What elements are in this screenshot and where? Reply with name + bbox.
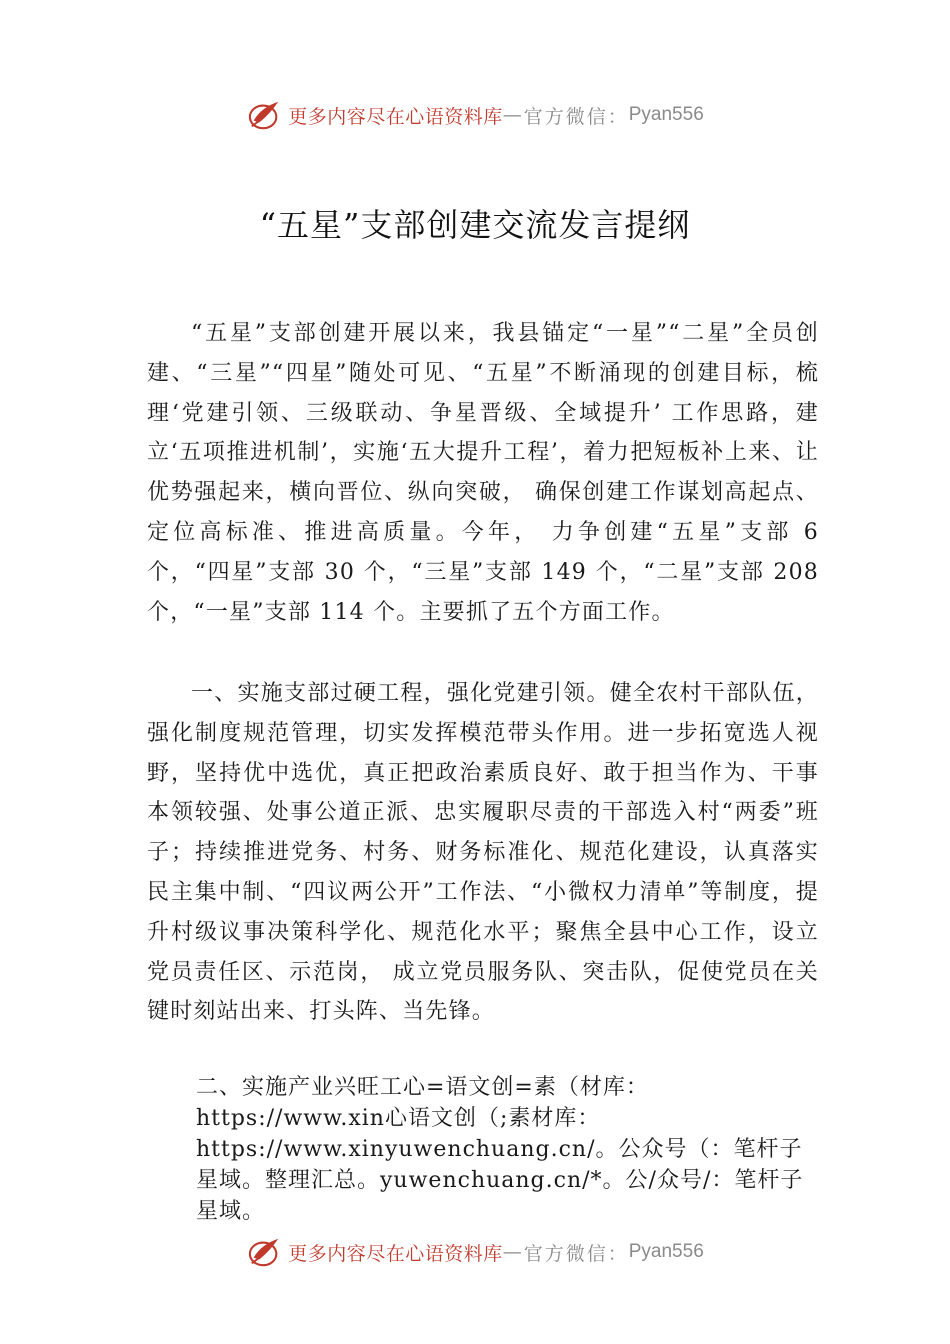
banner-dash: — (502, 104, 524, 126)
footer-banner (0, 1232, 950, 1272)
banner-wechat-id: Pyan556 (628, 1241, 704, 1262)
banner-wechat-label: 官方微信： (523, 1242, 629, 1265)
paragraph-intro (147, 314, 819, 632)
document-title: “五星”支部创建交流发言提纲 (259, 206, 691, 244)
paragraph-section-one (147, 674, 819, 1032)
quill-logo-icon (246, 1235, 284, 1269)
paragraph-text: “五星”支部创建开展以来，我县锚定“一星”“二星”全员创建、“三星”“四星”随处可见、“五星”不断涌现的创建目标，梳理‘党建引领、三级联动、争星晋级、全域提升’ 工作思路，建立‘五项推进机制’，实施‘五大提升工程’，着力把短板补上来、让优势强起来，横向晋位、纵向突破， 确保创建工作谋划高起点、定位高标准、推进高质量。今年， 力争创建“五星”支部 6 个，“四星”支部 30 个，“三星”支部 149 个，“二星”支部 208 个，“一星”支部 114 个。主要抓了五个方面工作。 (147, 321, 819, 625)
paragraph-text: 一、实施支部过硬工程，强化党建引领。健全农村干部队伍，强化制度规范管理，切实发挥模范带头作用。进一步拓宽选人视野，坚持优中选优，真正把政治素质良好、敢于担当作为、干事本领较强、处事公道正派、忠实履职尽责的干部选入村“两委”班子；持续推进党务、村务、财务标准化、规范化建设，认真落实民主集中制、“四议两公开”工作法、“小微权力清单”等制度，提升村级议事决策科学化、规范化水平；聚焦全县中心工作，设立党员责任区、示范岗， 成立党员服务队、突击队，促使党员在关键时刻站出来、打头阵、当先锋。 (147, 681, 819, 1025)
banner-wechat-label: 官方微信： (523, 105, 629, 128)
header-banner (0, 95, 950, 135)
banner-site-name: 更多内容尽在心语资料库 (288, 1242, 503, 1265)
paragraph-section-two: 二、实施产业兴旺工心=语文创=素（材库：https://www.xin心语文创（;素材库：https://www.xinyuwenchuang.cn/。公众号（：笔杆子星域。整理汇总。yuwenchuang.cn/*。公/众号/：笔杆子星域。 (196, 1075, 804, 1224)
banner-wechat-id: Pyan556 (628, 104, 704, 125)
banner-dash: — (502, 1241, 524, 1263)
banner-site-name: 更多内容尽在心语资料库 (288, 105, 503, 128)
quill-logo-icon (246, 98, 284, 132)
